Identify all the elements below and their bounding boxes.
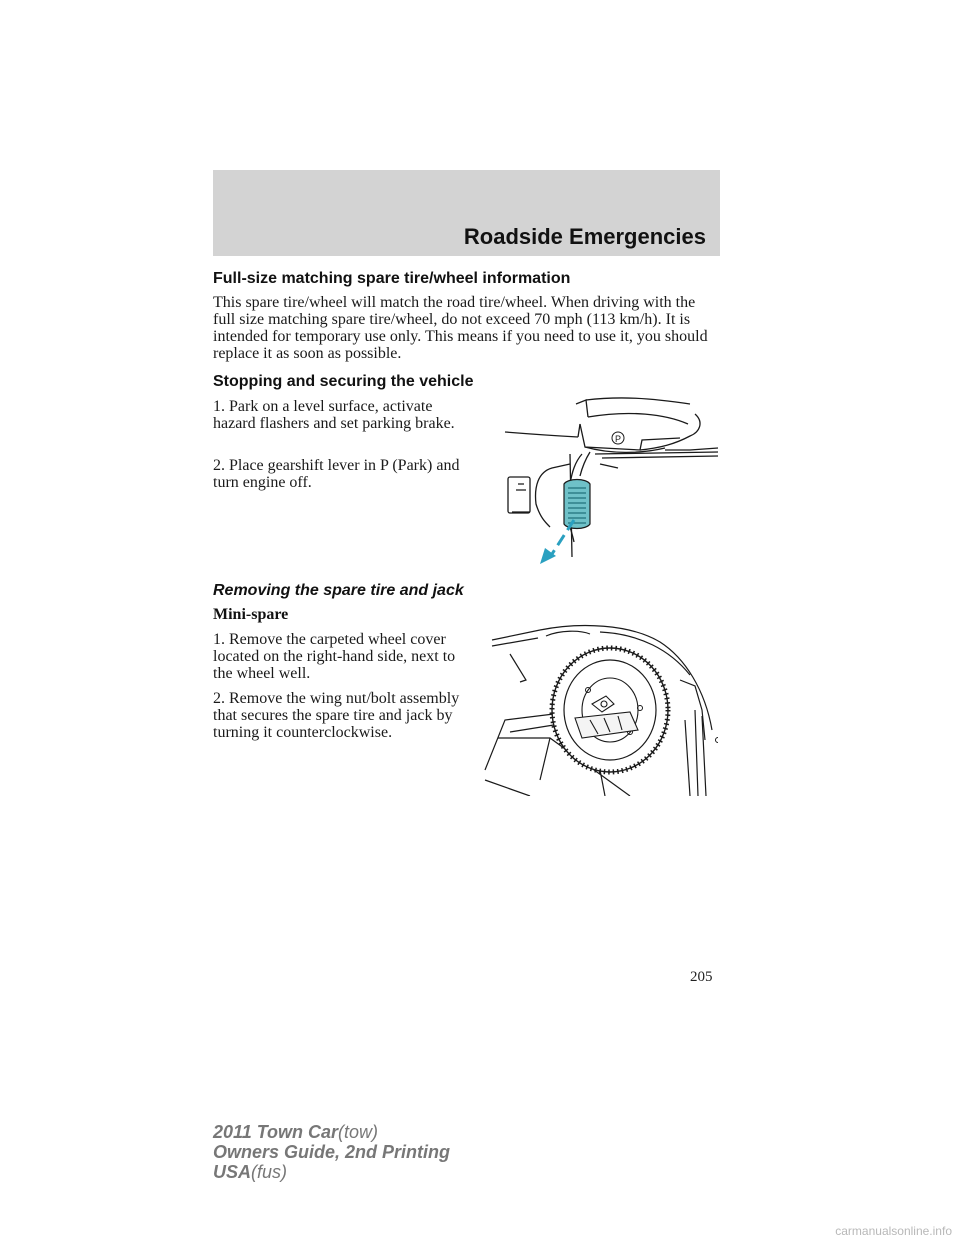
section-header-band (213, 170, 720, 256)
paragraph-removing-step2: 2. Remove the wing nut/bolt assembly that secures the spare tire and jack by turning it counterclockwise. (213, 690, 460, 741)
paragraph-fullsize-spare: This spare tire/wheel will match the road tire/wheel. When driving with the full size matching spare tire/wheel, do not exceed 70 mph (113 km/h). It is intended for temporary use only. This means if you need to use it, you should replace it as soon as possible. (213, 294, 708, 362)
spare-tire (552, 648, 668, 772)
footer-guide: Owners Guide, 2nd Printing (213, 1142, 451, 1162)
footer-market: USA (213, 1162, 252, 1182)
footer-market-code: (fus) (251, 1162, 288, 1182)
paragraph-stopping-step2: 2. Place gearshift lever in P (Park) and turn engine off. (213, 457, 460, 491)
footer-model-code: (tow) (338, 1122, 379, 1142)
paragraph-stopping-step1: 1. Park on a level surface, activate hazard flashers and set parking brake. (213, 398, 455, 432)
footer-model: 2011 Town Car (213, 1122, 339, 1142)
brake-pedal (564, 480, 590, 529)
trunk-spare-tire-illustration (480, 620, 718, 796)
page-number: 205 (690, 969, 713, 985)
footer-line-model (213, 1122, 450, 1142)
gear-p-symbol: P (615, 434, 622, 444)
heading-fullsize-spare: Full-size matching spare tire/wheel information (213, 270, 571, 287)
paragraph-removing-step1: 1. Remove the carpeted wheel cover located on the right-hand side, next to the wheel well. (213, 631, 456, 682)
subheading-mini-spare: Mini-spare (213, 606, 289, 623)
heading-removing-spare: Removing the spare tire and jack (213, 582, 464, 599)
footer-line-market (213, 1162, 450, 1182)
heading-stopping: Stopping and securing the vehicle (213, 373, 474, 390)
watermark: carmanualsonline.info (835, 1224, 952, 1238)
section-title: Roadside Emergencies (463, 224, 706, 249)
footer (213, 1122, 450, 1182)
parking-brake-illustration (490, 392, 720, 570)
press-direction-arrow (540, 520, 574, 564)
